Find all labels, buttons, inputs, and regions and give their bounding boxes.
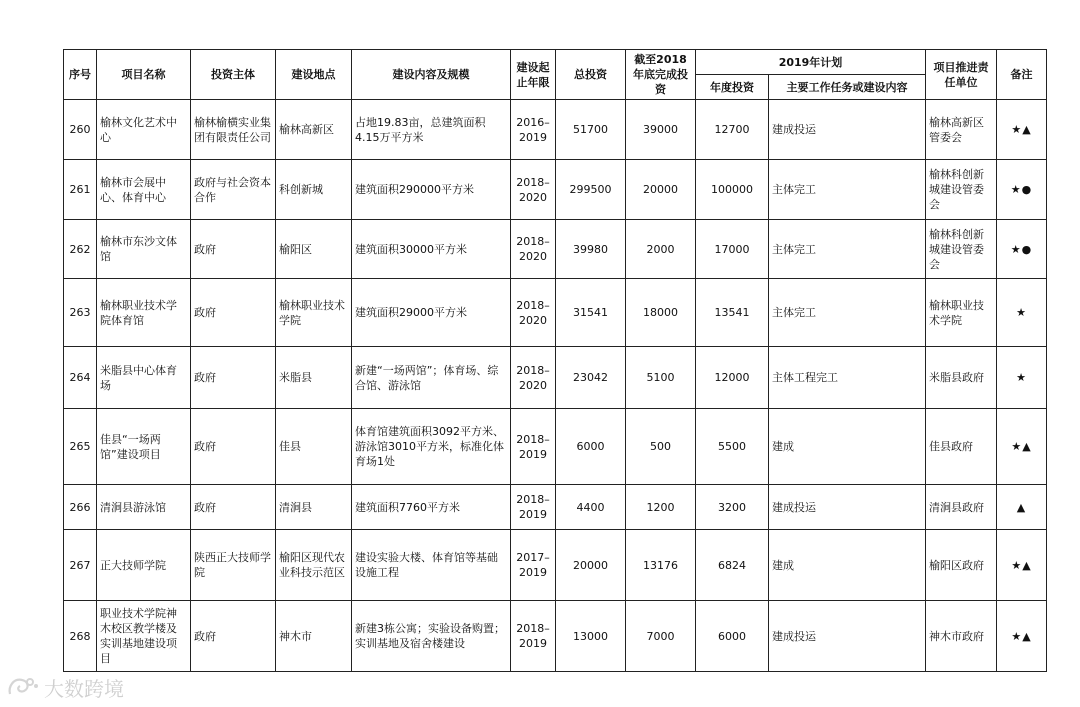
table-row — [64, 409, 1047, 485]
cell-responsible-unit: 榆林科创新城建设管委会 — [926, 220, 997, 279]
cell-period: 2018–2019 — [511, 601, 556, 672]
header-name: 项目名称 — [97, 50, 191, 100]
header-plan-invest: 年度投资 — [696, 75, 769, 100]
cell-note-marks: ★▲ — [997, 530, 1047, 601]
table-row — [64, 347, 1047, 409]
cell-investor: 榆林榆横实业集团有限责任公司 — [191, 100, 276, 160]
cell-project-name: 榆林市会展中心、体育中心 — [97, 160, 191, 220]
header-note: 备注 — [997, 50, 1047, 100]
cell-investor: 政府 — [191, 409, 276, 485]
table-row — [64, 100, 1047, 160]
cell-content: 新建“一场两馆”；体育场、综合馆、游泳馆 — [352, 347, 511, 409]
cell-seq: 260 — [64, 100, 97, 160]
cell-total-investment: 299500 — [556, 160, 626, 220]
cell-annual-investment: 17000 — [696, 220, 769, 279]
cell-location: 佳县 — [276, 409, 352, 485]
table-row — [64, 601, 1047, 672]
cell-completed-investment: 1200 — [626, 485, 696, 530]
table-row — [64, 530, 1047, 601]
cell-project-name: 榆林职业技术学院体育馆 — [97, 279, 191, 347]
header-plan-group: 2019年计划 — [696, 50, 926, 75]
table-row — [64, 220, 1047, 279]
cell-project-name: 佳县“一场两馆”建设项目 — [97, 409, 191, 485]
header-seq: 序号 — [64, 50, 97, 100]
cell-investor: 陕西正大技师学院 — [191, 530, 276, 601]
cell-content: 新建3栋公寓；实验设备购置；实训基地及宿舍楼建设 — [352, 601, 511, 672]
cell-annual-investment: 13541 — [696, 279, 769, 347]
cell-annual-investment: 6000 — [696, 601, 769, 672]
cell-seq: 265 — [64, 409, 97, 485]
cell-completed-investment: 18000 — [626, 279, 696, 347]
cell-project-name: 米脂县中心体育场 — [97, 347, 191, 409]
cell-note-marks: ★ — [997, 279, 1047, 347]
cell-location: 榆林高新区 — [276, 100, 352, 160]
header-period: 建设起止年限 — [511, 50, 556, 100]
cell-note-marks: ▲ — [997, 485, 1047, 530]
cell-location: 清涧县 — [276, 485, 352, 530]
cell-seq: 262 — [64, 220, 97, 279]
cell-project-name: 正大技师学院 — [97, 530, 191, 601]
cell-investor: 政府 — [191, 220, 276, 279]
cell-period: 2018–2020 — [511, 220, 556, 279]
cell-location: 科创新城 — [276, 160, 352, 220]
cell-completed-investment: 39000 — [626, 100, 696, 160]
cell-investor: 政府与社会资本合作 — [191, 160, 276, 220]
table-row — [64, 160, 1047, 220]
cell-responsible-unit: 榆阳区政府 — [926, 530, 997, 601]
cell-location: 榆阳区现代农业科技示范区 — [276, 530, 352, 601]
cell-location: 榆林职业技术学院 — [276, 279, 352, 347]
cell-main-task: 建成投运 — [769, 100, 926, 160]
watermark — [6, 672, 156, 702]
cell-project-name: 职业技术学院神木校区教学楼及实训基地建设项目 — [97, 601, 191, 672]
table-row — [64, 279, 1047, 347]
cell-annual-investment: 100000 — [696, 160, 769, 220]
cell-responsible-unit: 佳县政府 — [926, 409, 997, 485]
cell-content: 建筑面积29000平方米 — [352, 279, 511, 347]
cell-note-marks: ★ — [997, 347, 1047, 409]
cell-period: 2016–2019 — [511, 100, 556, 160]
cell-completed-investment: 13176 — [626, 530, 696, 601]
cell-period: 2018–2020 — [511, 160, 556, 220]
project-table — [63, 49, 1047, 672]
cell-main-task: 建成 — [769, 409, 926, 485]
cell-period: 2018–2019 — [511, 409, 556, 485]
cell-seq: 266 — [64, 485, 97, 530]
cell-location: 神木市 — [276, 601, 352, 672]
cell-responsible-unit: 神木市政府 — [926, 601, 997, 672]
watermark-logo-icon — [6, 674, 40, 700]
cell-seq: 267 — [64, 530, 97, 601]
cell-content: 建筑面积30000平方米 — [352, 220, 511, 279]
cell-content: 建设实验大楼、体育馆等基础设施工程 — [352, 530, 511, 601]
cell-seq: 264 — [64, 347, 97, 409]
cell-note-marks: ★● — [997, 160, 1047, 220]
cell-period: 2018–2019 — [511, 485, 556, 530]
cell-period: 2018–2020 — [511, 279, 556, 347]
cell-note-marks: ★▲ — [997, 409, 1047, 485]
cell-total-investment: 4400 — [556, 485, 626, 530]
cell-responsible-unit: 榆林职业技术学院 — [926, 279, 997, 347]
cell-main-task: 主体完工 — [769, 279, 926, 347]
cell-total-investment: 39980 — [556, 220, 626, 279]
cell-seq: 261 — [64, 160, 97, 220]
cell-investor: 政府 — [191, 347, 276, 409]
cell-main-task: 建成投运 — [769, 485, 926, 530]
cell-main-task: 主体工程完工 — [769, 347, 926, 409]
cell-seq: 268 — [64, 601, 97, 672]
cell-total-investment: 6000 — [556, 409, 626, 485]
cell-completed-investment: 7000 — [626, 601, 696, 672]
cell-note-marks: ★▲ — [997, 100, 1047, 160]
cell-main-task: 主体完工 — [769, 220, 926, 279]
cell-responsible-unit: 清涧县政府 — [926, 485, 997, 530]
header-total: 总投资 — [556, 50, 626, 100]
cell-note-marks: ★▲ — [997, 601, 1047, 672]
header-completed: 截至2018年底完成投资 — [626, 50, 696, 100]
cell-responsible-unit: 米脂县政府 — [926, 347, 997, 409]
cell-content: 建筑面积7760平方米 — [352, 485, 511, 530]
cell-content: 建筑面积290000平方米 — [352, 160, 511, 220]
cell-main-task: 主体完工 — [769, 160, 926, 220]
cell-investor: 政府 — [191, 601, 276, 672]
header-unit: 项目推进责任单位 — [926, 50, 997, 100]
cell-total-investment: 13000 — [556, 601, 626, 672]
cell-period: 2017–2019 — [511, 530, 556, 601]
cell-annual-investment: 5500 — [696, 409, 769, 485]
cell-project-name: 清涧县游泳馆 — [97, 485, 191, 530]
cell-investor: 政府 — [191, 485, 276, 530]
cell-responsible-unit: 榆林高新区管委会 — [926, 100, 997, 160]
cell-project-name: 榆林市东沙文体馆 — [97, 220, 191, 279]
table-row — [64, 485, 1047, 530]
cell-main-task: 建成 — [769, 530, 926, 601]
cell-main-task: 建成投运 — [769, 601, 926, 672]
cell-completed-investment: 2000 — [626, 220, 696, 279]
cell-note-marks: ★● — [997, 220, 1047, 279]
cell-location: 米脂县 — [276, 347, 352, 409]
cell-completed-investment: 5100 — [626, 347, 696, 409]
cell-investor: 政府 — [191, 279, 276, 347]
cell-annual-investment: 6824 — [696, 530, 769, 601]
header-content: 建设内容及规模 — [352, 50, 511, 100]
cell-completed-investment: 20000 — [626, 160, 696, 220]
cell-content: 占地19.83亩，总建筑面积4.15万平方米 — [352, 100, 511, 160]
cell-total-investment: 31541 — [556, 279, 626, 347]
cell-content: 体育馆建筑面积3092平方米、游泳馆3010平方米，标准化体育场1处 — [352, 409, 511, 485]
header-investor: 投资主体 — [191, 50, 276, 100]
cell-location: 榆阳区 — [276, 220, 352, 279]
cell-project-name: 榆林文化艺术中心 — [97, 100, 191, 160]
header-location: 建设地点 — [276, 50, 352, 100]
cell-total-investment: 51700 — [556, 100, 626, 160]
cell-total-investment: 23042 — [556, 347, 626, 409]
cell-annual-investment: 3200 — [696, 485, 769, 530]
cell-responsible-unit: 榆林科创新城建设管委会 — [926, 160, 997, 220]
cell-period: 2018–2020 — [511, 347, 556, 409]
cell-seq: 263 — [64, 279, 97, 347]
header-plan-task: 主要工作任务或建设内容 — [769, 75, 926, 100]
watermark-text: 大数跨境 — [44, 676, 124, 701]
cell-annual-investment: 12700 — [696, 100, 769, 160]
cell-completed-investment: 500 — [626, 409, 696, 485]
cell-total-investment: 20000 — [556, 530, 626, 601]
cell-annual-investment: 12000 — [696, 347, 769, 409]
